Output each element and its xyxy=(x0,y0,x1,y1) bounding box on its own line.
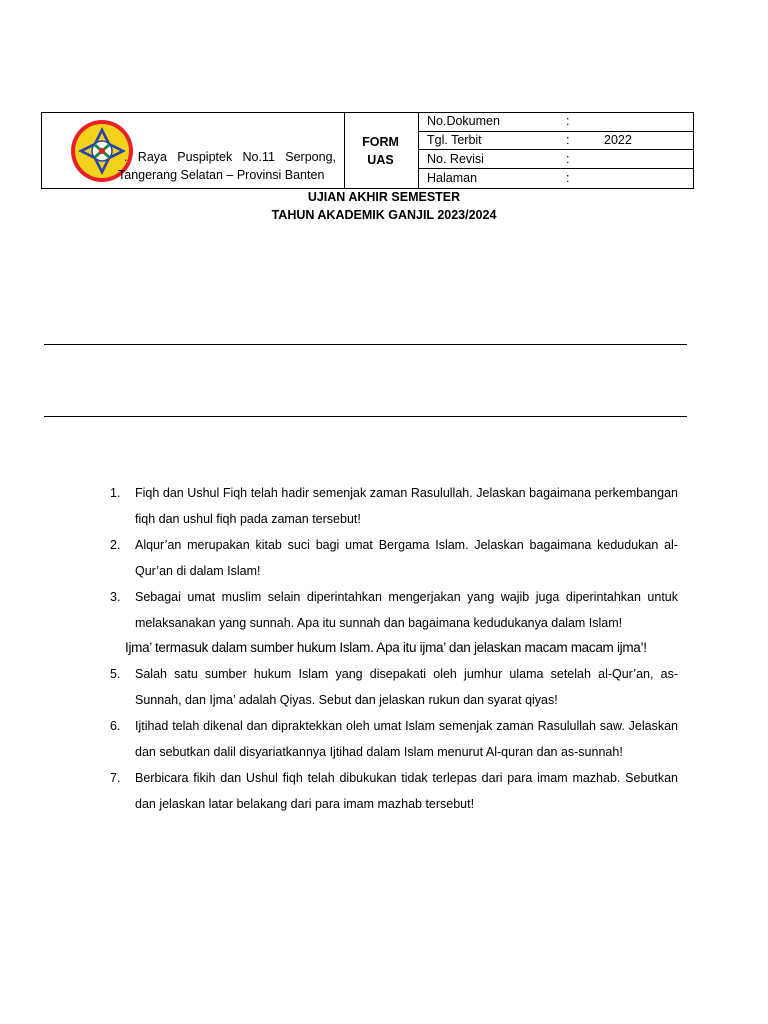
question-item-7 xyxy=(110,765,678,817)
question-text: Berbicara fikih dan Ushul fiqh telah dibukukan tidak terlepas dari para imam mazhab. Sebutkan dan jelaskan latar belakang dari para imam mazhab tersebut! xyxy=(135,771,678,811)
info-colon: : xyxy=(566,171,570,185)
question-number: 1. xyxy=(110,486,121,500)
question-number: 7. xyxy=(110,771,121,785)
header-table xyxy=(41,112,693,188)
info-colon: : xyxy=(566,152,570,166)
info-label: No. Revisi xyxy=(427,152,484,166)
divider-line-2 xyxy=(44,416,687,417)
question-number: 2. xyxy=(110,538,121,552)
question-text: Ijtihad telah dikenal dan dipraktekkan oleh umat Islam semenjak zaman Rasulullah saw. Jelaskan dan sebutkan dalil disyariatkannya Ijtihad dalam Islam menurut Al-quran dan as-sunnah! xyxy=(135,719,678,759)
info-label: Tgl. Terbit xyxy=(427,133,482,147)
form-type-cell xyxy=(343,112,418,189)
question-text: Ijma’ termasuk dalam sumber hukum Islam. Apa itu ijma’ dan jelaskan macam macam ijma’! xyxy=(125,640,647,655)
question-text: Fiqh dan Ushul Fiqh telah hadir semenjak zaman Rasulullah. Jelaskan bagaimana perkembangan fiqh dan ushul fiqh pada zaman tersebut! xyxy=(135,486,678,526)
academic-year-title: TAHUN AKADEMIK GANJIL 2023/2024 xyxy=(271,208,497,222)
institution-cell xyxy=(41,112,345,189)
form-code: UAS xyxy=(367,152,394,167)
info-colon: : xyxy=(566,133,570,147)
question-text: Sebagai umat muslim selain diperintahkan mengerjakan yang wajib juga diperintahkan untuk melaksanakan yang sunnah. Apa itu sunnah dan bagaimana kedudukanya dalam Islam! xyxy=(135,590,678,630)
info-row-halaman xyxy=(419,169,693,188)
question-number: 3. xyxy=(110,590,121,604)
info-label: Halaman xyxy=(427,171,478,185)
question-item-1 xyxy=(110,480,678,532)
info-row-terbit xyxy=(419,132,693,150)
question-text: Alqur’an merupakan kitab suci bagi umat Bergama Islam. Jelaskan bagaimana kedudukan al-Qur’an di dalam Islam! xyxy=(135,538,678,578)
form-label: FORM xyxy=(362,134,399,149)
question-number: 5. xyxy=(110,667,121,681)
question-item-6 xyxy=(110,713,678,765)
info-row-dokumen xyxy=(419,113,693,132)
info-colon: : xyxy=(566,114,570,128)
info-label: No.Dokumen xyxy=(427,114,500,128)
exam-title: UJIAN AKHIR SEMESTER xyxy=(307,190,461,204)
question-item-2 xyxy=(110,532,678,584)
question-item-5 xyxy=(110,661,678,713)
question-item-4 xyxy=(125,635,685,661)
divider-line-1 xyxy=(44,344,687,345)
address-line-1: . Raya Puspiptek No.11 Serpong, xyxy=(124,150,336,164)
question-text: Salah satu sumber hukum Islam yang disepakati oleh jumhur ulama setelah al-Qur’an, as-Sunnah, dan Ijma’ adalah Qiyas. Sebut dan jelaskan rukun dan syarat qiyas! xyxy=(135,667,678,707)
institution-address xyxy=(118,148,336,184)
question-number: 6. xyxy=(110,719,121,733)
document-info-cell xyxy=(418,112,694,189)
question-item-3 xyxy=(110,584,678,636)
info-row-revisi xyxy=(419,150,693,169)
info-value: 2022 xyxy=(604,133,632,147)
address-line-2: Tangerang Selatan – Provinsi Banten xyxy=(118,168,325,182)
